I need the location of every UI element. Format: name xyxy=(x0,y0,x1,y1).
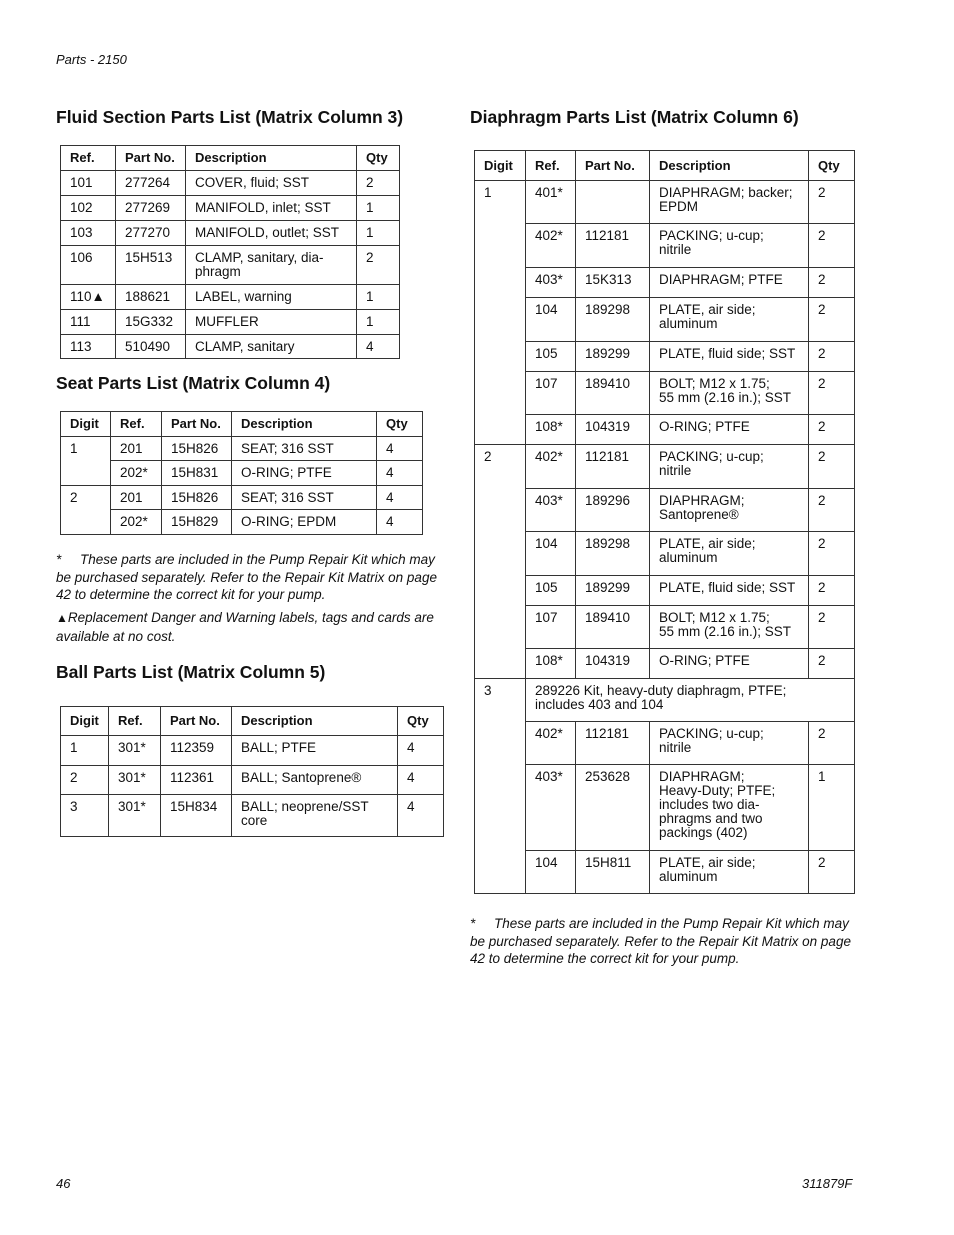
description-cell: BOLT; M12 x 1.75; 55 mm (2.16 in.); SST xyxy=(650,606,809,649)
qty-cell: 2 xyxy=(809,268,855,298)
seat-parts-table xyxy=(60,411,423,535)
page-number: 46 xyxy=(56,1176,71,1191)
part-no-cell: 15K313 xyxy=(576,268,650,298)
column-header: Ref. xyxy=(111,412,162,437)
part-no-cell: 15H826 xyxy=(162,437,232,461)
digit-cell: 1 xyxy=(61,736,109,766)
table-row xyxy=(475,765,855,851)
column-header: Description xyxy=(232,412,377,437)
column-header: Digit xyxy=(475,151,526,181)
table-row xyxy=(475,489,855,532)
description-cell: SEAT; 316 SST xyxy=(232,486,377,510)
column-header: Digit xyxy=(61,412,111,437)
qty-cell: 4 xyxy=(398,795,444,837)
description-cell: MUFFLER xyxy=(186,310,357,335)
table-row xyxy=(475,722,855,765)
ref-cell: 301* xyxy=(109,795,161,837)
column-header: Part No. xyxy=(162,412,232,437)
ball-parts-table xyxy=(60,706,444,837)
ref-cell: 301* xyxy=(109,736,161,766)
qty-cell: 2 xyxy=(809,298,855,342)
table-row xyxy=(61,795,444,837)
table-row xyxy=(61,310,400,335)
table-row xyxy=(61,171,400,196)
column-header: Qty xyxy=(809,151,855,181)
part-no-cell: 189296 xyxy=(576,489,650,532)
part-no-cell: 277270 xyxy=(116,221,186,246)
description-cell: PACKING; u-cup; nitrile xyxy=(650,224,809,268)
column-header: Description xyxy=(232,707,398,736)
column-header: Description xyxy=(650,151,809,181)
part-no-cell: 188621 xyxy=(116,285,186,310)
ref-cell: 301* xyxy=(109,766,161,795)
ref-cell: 403* xyxy=(526,268,576,298)
ball-section-title: Ball Parts List (Matrix Column 5) xyxy=(56,662,326,682)
column-header: Part No. xyxy=(161,707,232,736)
description-cell: MANIFOLD, inlet; SST xyxy=(186,196,357,221)
qty-cell: 4 xyxy=(377,461,423,486)
description-cell: BOLT; M12 x 1.75; 55 mm (2.16 in.); SST xyxy=(650,372,809,415)
column-header: Part No. xyxy=(576,151,650,181)
table-row xyxy=(475,342,855,372)
description-cell: O-RING; PTFE xyxy=(650,415,809,445)
warning-triangle-icon: ▲ xyxy=(56,611,68,625)
description-cell: SEAT; 316 SST xyxy=(232,437,377,461)
description-cell: BALL; PTFE xyxy=(232,736,398,766)
digit-cell: 2 xyxy=(61,766,109,795)
running-header: Parts - 2150 xyxy=(56,52,127,67)
table-row xyxy=(475,649,855,679)
qty-cell: 2 xyxy=(809,576,855,606)
table-row xyxy=(475,372,855,415)
ref-cell: 202* xyxy=(111,461,162,486)
fluid-parts-table xyxy=(60,145,400,359)
part-no-cell: 112359 xyxy=(161,736,232,766)
label-footnote-text: Replacement Danger and Warning labels, tags and cards are available at no cost. xyxy=(56,610,434,644)
table-row xyxy=(475,679,855,722)
qty-cell: 1 xyxy=(357,310,400,335)
column-header: Ref. xyxy=(526,151,576,181)
digit-cell: 3 xyxy=(61,795,109,837)
table-row xyxy=(475,606,855,649)
part-no-cell: 15H513 xyxy=(116,246,186,285)
qty-cell: 2 xyxy=(809,851,855,894)
column-header: Ref. xyxy=(61,146,116,171)
qty-cell: 2 xyxy=(809,372,855,415)
description-cell: COVER, fluid; SST xyxy=(186,171,357,196)
table-row xyxy=(475,576,855,606)
document-number: 311879F xyxy=(802,1176,853,1191)
part-no-cell: 189298 xyxy=(576,298,650,342)
description-cell: PLATE, fluid side; SST xyxy=(650,576,809,606)
table-row xyxy=(475,181,855,224)
column-header: Digit xyxy=(61,707,109,736)
table-row xyxy=(61,736,444,766)
ref-cell: 106 xyxy=(61,246,116,285)
ref-cell: 401* xyxy=(526,181,576,224)
ref-cell: 103 xyxy=(61,221,116,246)
description-cell: PLATE, air side; aluminum xyxy=(650,851,809,894)
ref-cell: 202* xyxy=(111,510,162,535)
part-no-cell: 15H831 xyxy=(162,461,232,486)
description-cell: PLATE, air side; aluminum xyxy=(650,298,809,342)
part-no-cell xyxy=(576,181,650,224)
column-header: Qty xyxy=(357,146,400,171)
description-cell: O-RING; PTFE xyxy=(650,649,809,679)
description-cell: DIAPHRAGM; backer; EPDM xyxy=(650,181,809,224)
table-row xyxy=(61,486,423,510)
column-header: Ref. xyxy=(109,707,161,736)
ref-cell: 403* xyxy=(526,489,576,532)
qty-cell: 4 xyxy=(357,335,400,359)
qty-cell: 2 xyxy=(809,445,855,489)
qty-cell: 2 xyxy=(809,489,855,532)
part-no-cell: 189410 xyxy=(576,372,650,415)
table-row xyxy=(475,415,855,445)
qty-cell: 2 xyxy=(809,415,855,445)
qty-cell: 2 xyxy=(809,722,855,765)
part-no-cell: 510490 xyxy=(116,335,186,359)
part-no-cell: 189299 xyxy=(576,576,650,606)
description-cell: O-RING; EPDM xyxy=(232,510,377,535)
description-cell: LABEL, warning xyxy=(186,285,357,310)
column-header: Description xyxy=(186,146,357,171)
qty-cell: 4 xyxy=(377,486,423,510)
description-cell: O-RING; PTFE xyxy=(232,461,377,486)
table-row xyxy=(61,461,423,486)
description-cell: MANIFOLD, outlet; SST xyxy=(186,221,357,246)
part-no-cell: 189410 xyxy=(576,606,650,649)
diaphragm-kit-footnote: * These parts are included in the Pump Repair Kit which may be purchased separately. Refer to the Repair Kit Matrix on page 42 to determine the correct kit for your pump. xyxy=(470,916,851,966)
part-no-cell: 15H811 xyxy=(576,851,650,894)
qty-cell: 2 xyxy=(809,532,855,576)
qty-cell: 2 xyxy=(809,224,855,268)
ref-cell: 402* xyxy=(526,224,576,268)
ref-cell: 108* xyxy=(526,415,576,445)
ref-cell: 101 xyxy=(61,171,116,196)
qty-cell: 1 xyxy=(357,221,400,246)
part-no-cell: 277264 xyxy=(116,171,186,196)
qty-cell: 2 xyxy=(809,606,855,649)
qty-cell: 2 xyxy=(809,649,855,679)
part-no-cell: 104319 xyxy=(576,415,650,445)
ref-cell: 105 xyxy=(526,576,576,606)
ref-cell: 108* xyxy=(526,649,576,679)
part-no-cell: 112181 xyxy=(576,445,650,489)
qty-cell: 2 xyxy=(809,342,855,372)
qty-cell: 1 xyxy=(357,196,400,221)
description-cell: CLAMP, sanitary, dia- phragm xyxy=(186,246,357,285)
ref-cell: 402* xyxy=(526,445,576,489)
ref-cell: 104 xyxy=(526,532,576,576)
part-no-cell: 277269 xyxy=(116,196,186,221)
digit-cell: 1 xyxy=(475,181,526,445)
digit-cell: 2 xyxy=(61,486,111,535)
part-no-cell: 112181 xyxy=(576,722,650,765)
label-footnote xyxy=(56,609,442,645)
ref-cell: 105 xyxy=(526,342,576,372)
column-header: Part No. xyxy=(116,146,186,171)
ref-cell: 107 xyxy=(526,606,576,649)
seat-section-title: Seat Parts List (Matrix Column 4) xyxy=(56,373,331,393)
table-row xyxy=(475,851,855,894)
ref-cell: 107 xyxy=(526,372,576,415)
ref-cell: 104 xyxy=(526,851,576,894)
part-no-cell: 15G332 xyxy=(116,310,186,335)
qty-cell: 4 xyxy=(398,766,444,795)
table-row xyxy=(61,510,423,535)
table-row xyxy=(475,268,855,298)
table-row xyxy=(475,445,855,489)
description-cell: DIAPHRAGM; Santoprene® xyxy=(650,489,809,532)
digit-cell: 3 xyxy=(475,679,526,894)
description-cell: BALL; neoprene/SST core xyxy=(232,795,398,837)
description-cell: PACKING; u-cup; nitrile xyxy=(650,445,809,489)
description-cell: DIAPHRAGM; Heavy-Duty; PTFE; includes two dia- phragms and two packings (402) xyxy=(650,765,809,851)
fluid-section-title: Fluid Section Parts List (Matrix Column 3) xyxy=(56,107,404,127)
qty-cell: 4 xyxy=(377,510,423,535)
qty-cell: 4 xyxy=(377,437,423,461)
table-row xyxy=(475,224,855,268)
kit-description-cell: 289226 Kit, heavy-duty diaphragm, PTFE; includes 403 and 104 xyxy=(526,679,855,722)
qty-cell: 2 xyxy=(357,171,400,196)
table-row xyxy=(475,532,855,576)
ref-cell: 201 xyxy=(111,486,162,510)
ref-cell: 201 xyxy=(111,437,162,461)
table-row xyxy=(61,335,400,359)
kit-footnote: * These parts are included in the Pump Repair Kit which may be purchased separately. Refer to the Repair Kit Matrix on page 42 to determine the correct kit for your pump. xyxy=(56,552,437,602)
ref-cell: 402* xyxy=(526,722,576,765)
diaphragm-section-title: Diaphragm Parts List (Matrix Column 6) xyxy=(470,107,799,127)
part-no-cell: 189299 xyxy=(576,342,650,372)
qty-cell: 2 xyxy=(809,181,855,224)
description-cell: PACKING; u-cup; nitrile xyxy=(650,722,809,765)
digit-cell: 2 xyxy=(475,445,526,679)
qty-cell: 1 xyxy=(357,285,400,310)
part-no-cell: 253628 xyxy=(576,765,650,851)
table-row xyxy=(475,298,855,342)
column-header: Qty xyxy=(377,412,423,437)
qty-cell: 2 xyxy=(357,246,400,285)
part-no-cell: 15H826 xyxy=(162,486,232,510)
part-no-cell: 15H834 xyxy=(161,795,232,837)
description-cell: PLATE, fluid side; SST xyxy=(650,342,809,372)
table-row xyxy=(61,766,444,795)
ref-cell: 403* xyxy=(526,765,576,851)
description-cell: BALL; Santoprene® xyxy=(232,766,398,795)
ref-cell: 102 xyxy=(61,196,116,221)
ref-cell: 113 xyxy=(61,335,116,359)
part-no-cell: 112181 xyxy=(576,224,650,268)
table-row xyxy=(61,285,400,310)
part-no-cell: 104319 xyxy=(576,649,650,679)
description-cell: PLATE, air side; aluminum xyxy=(650,532,809,576)
part-no-cell: 15H829 xyxy=(162,510,232,535)
ref-cell: 104 xyxy=(526,298,576,342)
part-no-cell: 189298 xyxy=(576,532,650,576)
qty-cell: 1 xyxy=(809,765,855,851)
ref-cell: 110▲ xyxy=(61,285,116,310)
table-row xyxy=(61,196,400,221)
table-row xyxy=(61,246,400,285)
description-cell: DIAPHRAGM; PTFE xyxy=(650,268,809,298)
table-row xyxy=(61,221,400,246)
table-row xyxy=(61,437,423,461)
description-cell: CLAMP, sanitary xyxy=(186,335,357,359)
ref-cell: 111 xyxy=(61,310,116,335)
digit-cell: 1 xyxy=(61,437,111,486)
diaphragm-parts-table xyxy=(474,150,855,894)
qty-cell: 4 xyxy=(398,736,444,766)
part-no-cell: 112361 xyxy=(161,766,232,795)
column-header: Qty xyxy=(398,707,444,736)
